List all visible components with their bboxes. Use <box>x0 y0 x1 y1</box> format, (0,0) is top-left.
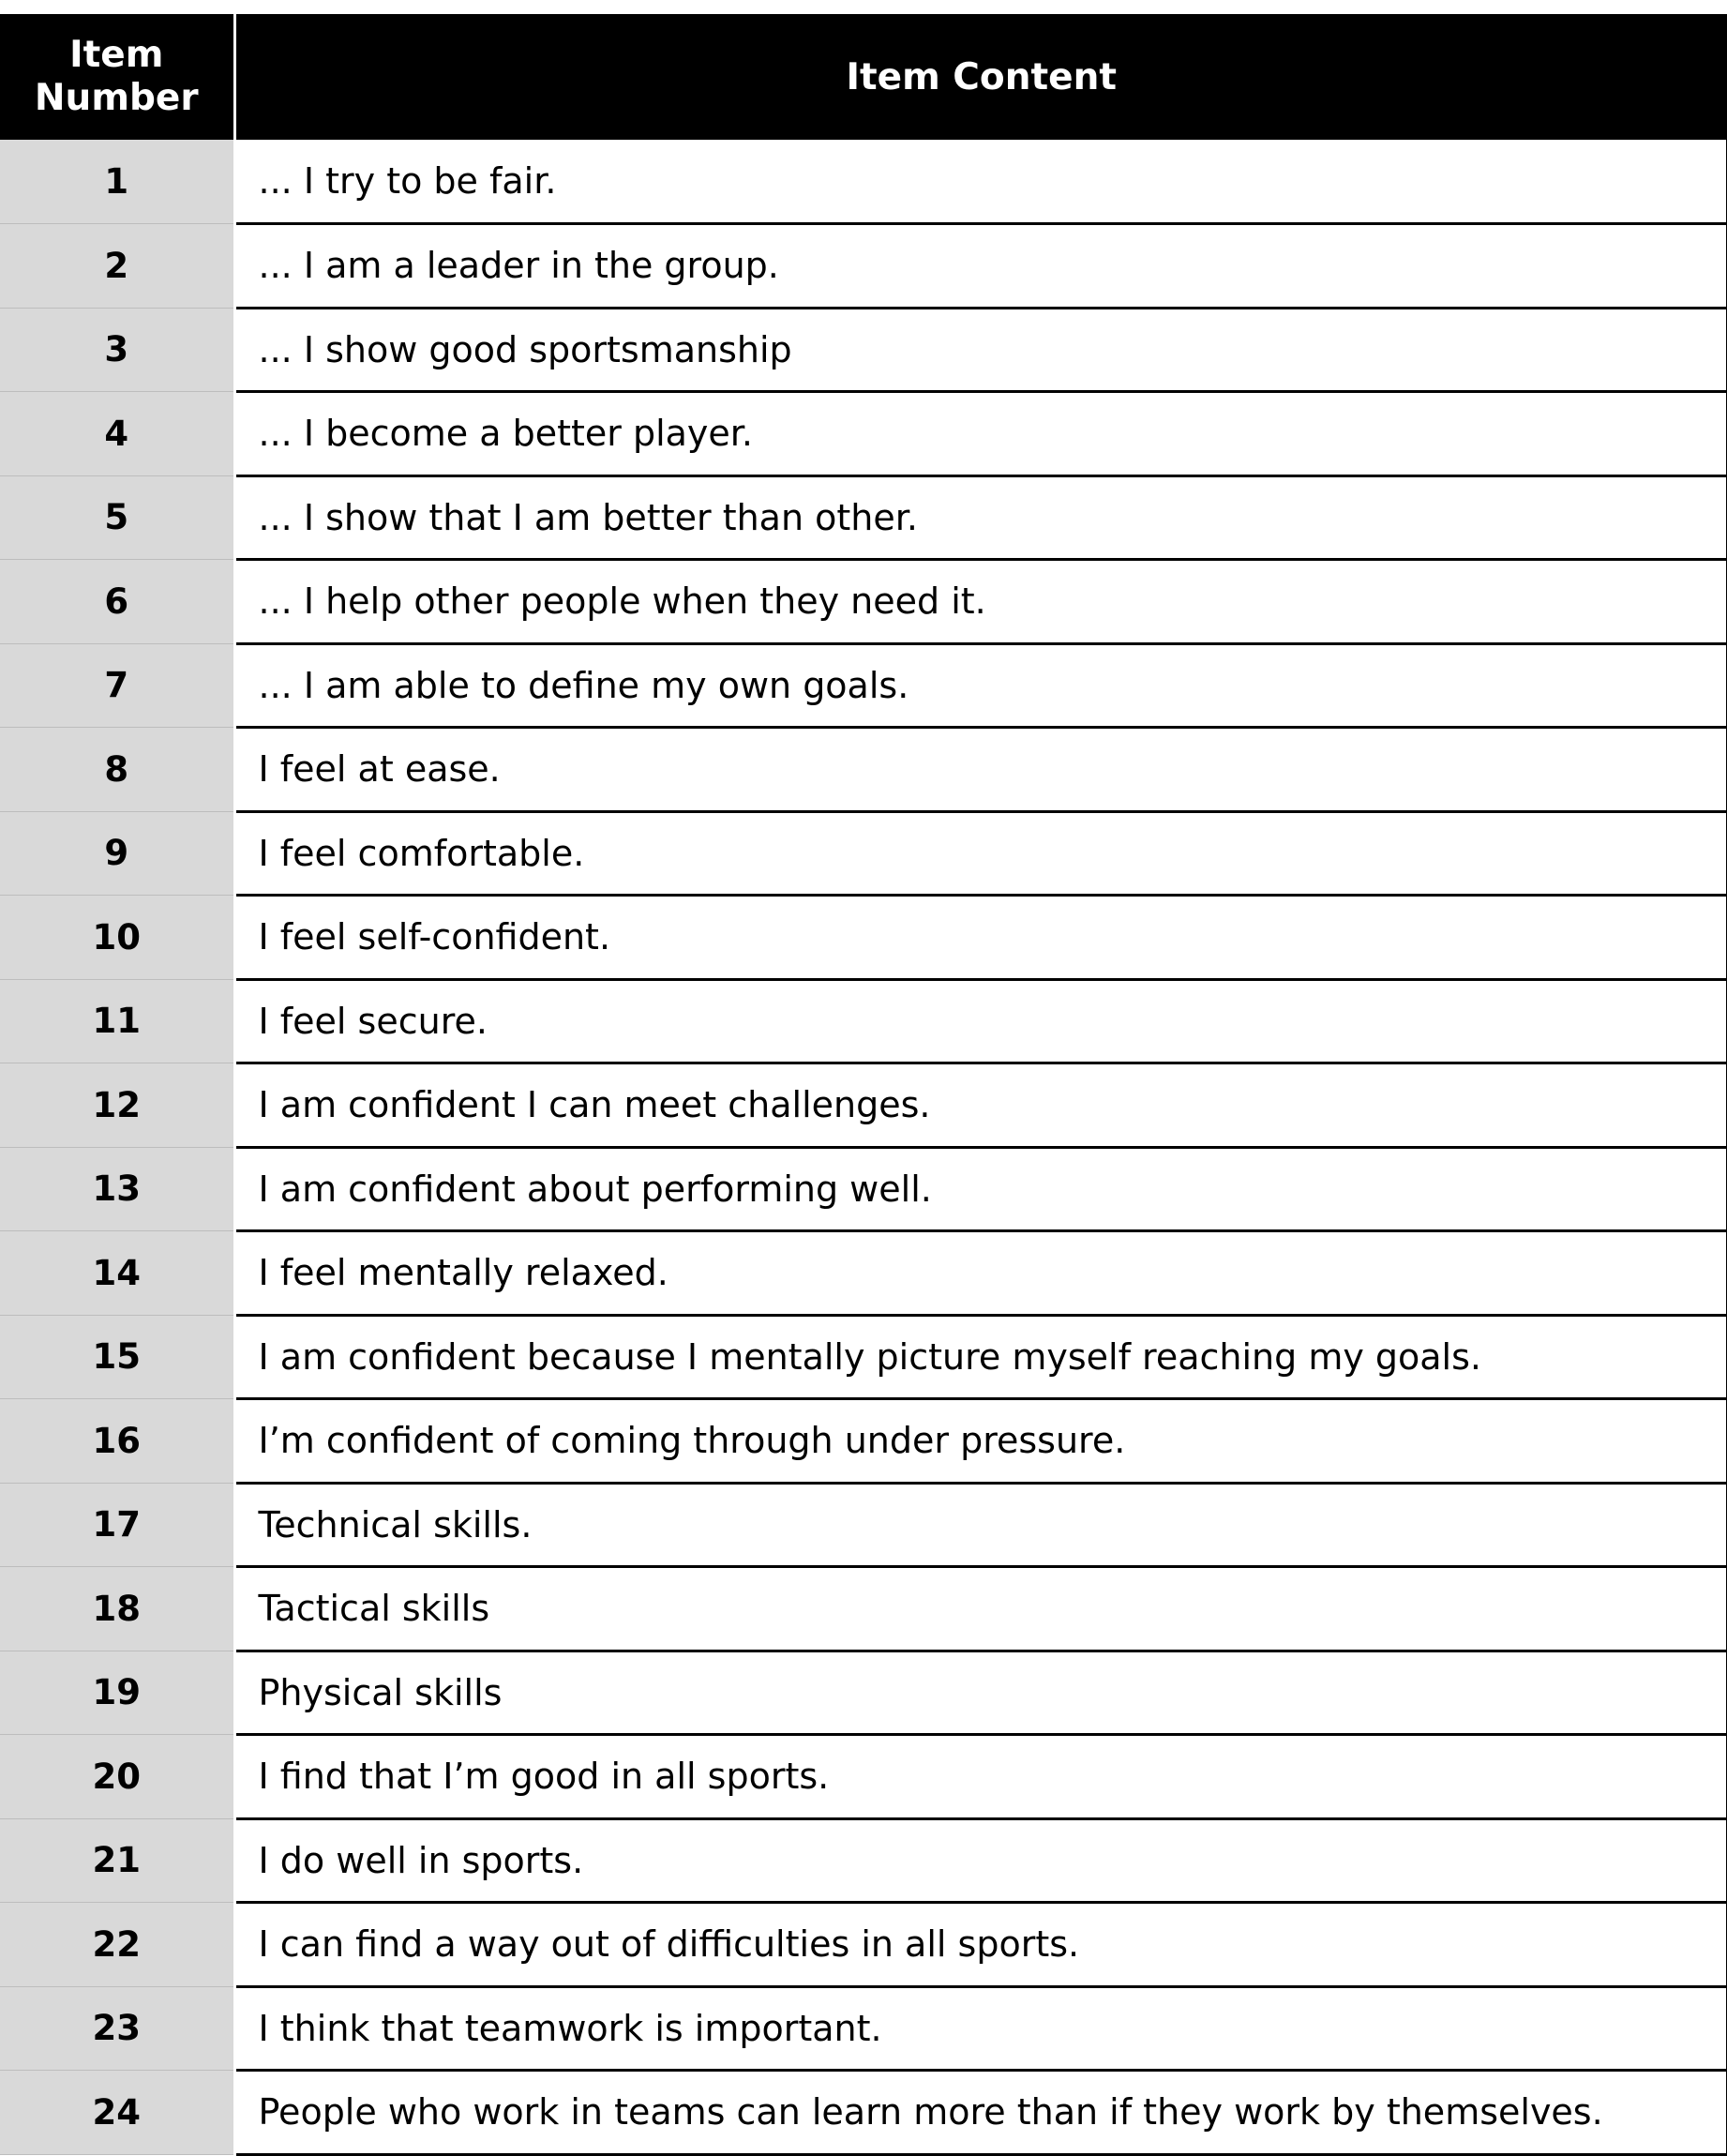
table-row <box>0 979 1727 1063</box>
table-row <box>0 1818 1727 1903</box>
item-number-cell: 9 <box>0 811 234 896</box>
table-row <box>0 308 1727 392</box>
table-row <box>0 1986 1727 2071</box>
table-body <box>0 140 1727 2154</box>
table-row <box>0 392 1727 476</box>
item-number-cell: 4 <box>0 392 234 476</box>
table-row <box>0 1903 1727 1987</box>
table-row <box>0 1651 1727 1735</box>
header-item-content: Item Content <box>234 14 1727 140</box>
item-number-cell: 13 <box>0 1147 234 1231</box>
table-row <box>0 728 1727 812</box>
table-row <box>0 475 1727 560</box>
item-content-cell: I am confident I can meet challenges. <box>234 1063 1727 1148</box>
item-content-cell: I’m confident of coming through under pressure. <box>234 1399 1727 1484</box>
item-content-cell: ... I am a leader in the group. <box>234 224 1727 309</box>
table-row <box>0 1483 1727 1567</box>
item-content-cell: I feel comfortable. <box>234 811 1727 896</box>
table-row <box>0 560 1727 644</box>
item-number-cell: 7 <box>0 643 234 728</box>
item-number-cell: 6 <box>0 560 234 644</box>
table-row <box>0 1399 1727 1484</box>
item-number-cell: 8 <box>0 728 234 812</box>
item-content-cell: I feel mentally relaxed. <box>234 1231 1727 1316</box>
item-number-cell: 23 <box>0 1986 234 2071</box>
item-content-cell: I am confident because I mentally picture myself reaching my goals. <box>234 1315 1727 1399</box>
table-row <box>0 2071 1727 2155</box>
table-row <box>0 811 1727 896</box>
header-item-number <box>0 14 234 140</box>
table-row <box>0 643 1727 728</box>
table-row <box>0 1315 1727 1399</box>
item-number-cell: 18 <box>0 1567 234 1651</box>
item-content-cell: I think that teamwork is important. <box>234 1986 1727 2071</box>
item-table-container <box>0 14 1727 2156</box>
table-row <box>0 1147 1727 1231</box>
item-number-cell: 24 <box>0 2071 234 2155</box>
header-item-number-line1: Item <box>69 34 164 76</box>
table-row <box>0 224 1727 309</box>
item-content-cell: I can find a way out of difficulties in all sports. <box>234 1903 1727 1987</box>
table-row <box>0 1231 1727 1316</box>
item-number-cell: 12 <box>0 1063 234 1148</box>
item-content-cell: ... I help other people when they need it. <box>234 560 1727 644</box>
item-number-cell: 11 <box>0 979 234 1063</box>
item-content-cell: Technical skills. <box>234 1483 1727 1567</box>
item-content-cell: Physical skills <box>234 1651 1727 1735</box>
item-content-cell: I feel self-confident. <box>234 896 1727 980</box>
item-number-cell: 14 <box>0 1231 234 1316</box>
table-header <box>0 14 1727 140</box>
item-content-cell: ... I am able to define my own goals. <box>234 643 1727 728</box>
table-row <box>0 1063 1727 1148</box>
item-content-cell: I am confident about performing well. <box>234 1147 1727 1231</box>
item-number-cell: 1 <box>0 140 234 224</box>
item-number-cell: 15 <box>0 1315 234 1399</box>
item-content-cell: Tactical skills <box>234 1567 1727 1651</box>
header-row <box>0 14 1727 140</box>
item-number-cell: 17 <box>0 1483 234 1567</box>
item-content-cell: I feel at ease. <box>234 728 1727 812</box>
table-row <box>0 1735 1727 1819</box>
item-content-cell: ... I try to be fair. <box>234 140 1727 224</box>
item-content-cell: People who work in teams can learn more than if they work by themselves. <box>234 2071 1727 2155</box>
item-content-cell: I feel secure. <box>234 979 1727 1063</box>
item-number-cell: 2 <box>0 224 234 309</box>
item-number-cell: 10 <box>0 896 234 980</box>
item-table <box>0 14 1727 2156</box>
item-content-cell: ... I show good sportsmanship <box>234 308 1727 392</box>
item-number-cell: 5 <box>0 475 234 560</box>
item-number-cell: 22 <box>0 1903 234 1987</box>
item-content-cell: I find that I’m good in all sports. <box>234 1735 1727 1819</box>
table-row <box>0 1567 1727 1651</box>
item-number-cell: 21 <box>0 1818 234 1903</box>
header-item-number-line2: Number <box>34 77 199 119</box>
item-number-cell: 16 <box>0 1399 234 1484</box>
item-number-cell: 19 <box>0 1651 234 1735</box>
table-row <box>0 896 1727 980</box>
item-content-cell: ... I show that I am better than other. <box>234 475 1727 560</box>
item-number-cell: 20 <box>0 1735 234 1819</box>
item-content-cell: I do well in sports. <box>234 1818 1727 1903</box>
item-number-cell: 3 <box>0 308 234 392</box>
table-row <box>0 140 1727 224</box>
item-content-cell: ... I become a better player. <box>234 392 1727 476</box>
